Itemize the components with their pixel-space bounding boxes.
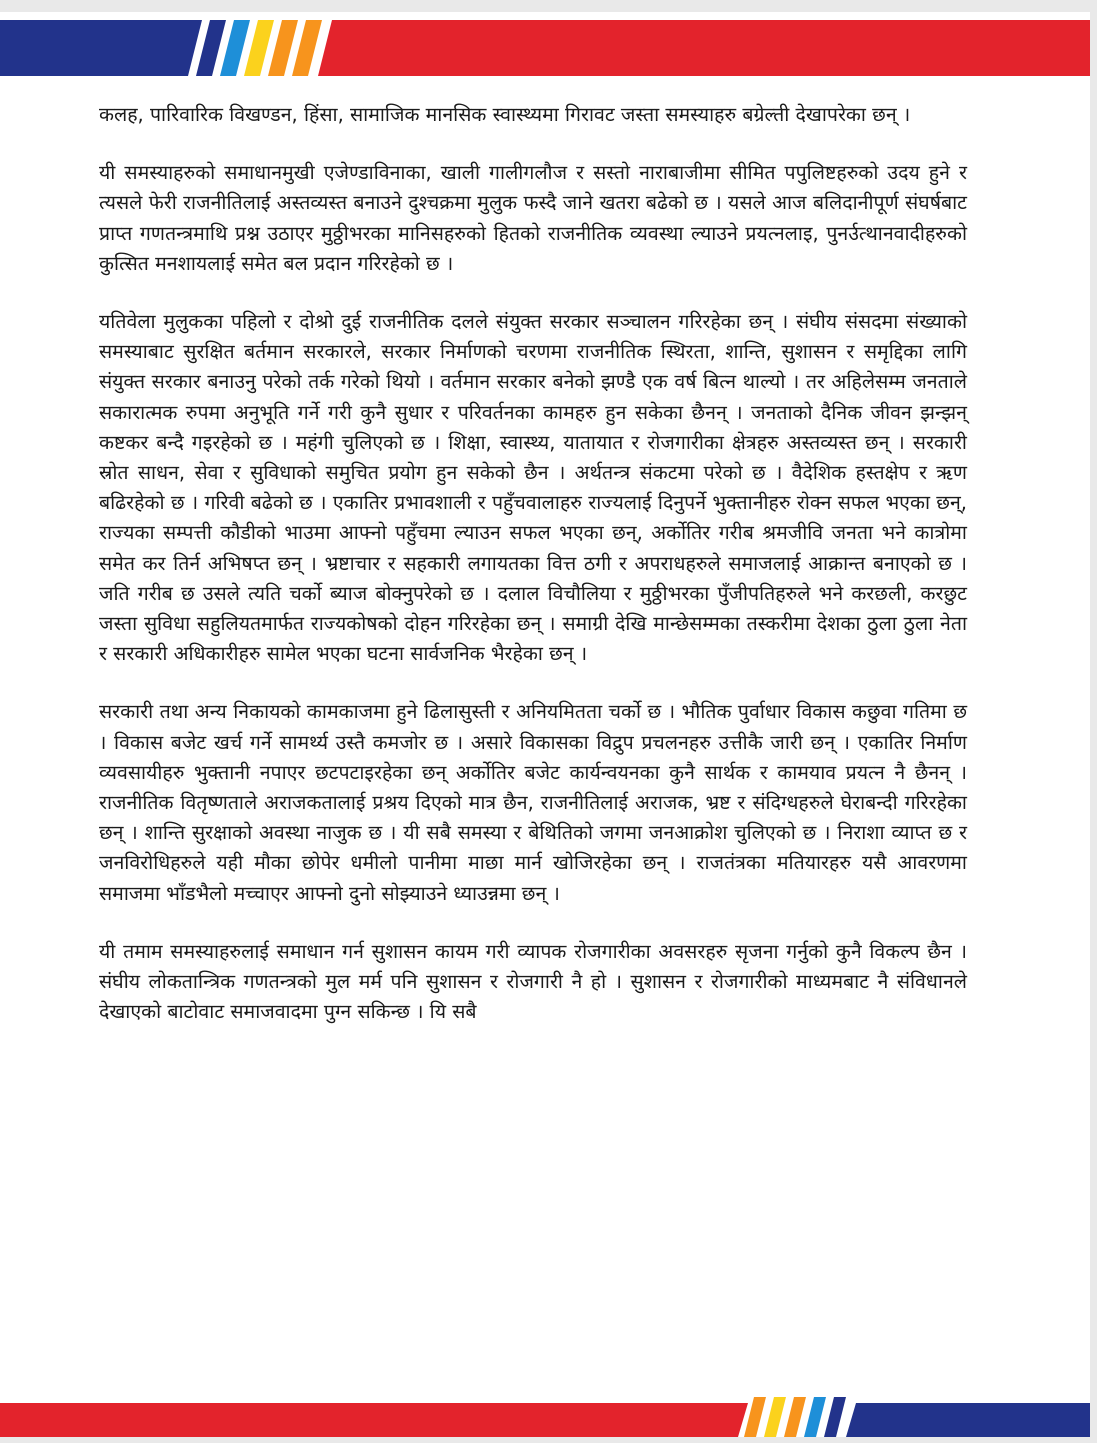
paragraph-5: यी तमाम समस्याहरुलाई समाधान गर्न सुशासन कायम गरी व्यापक रोजगारीका अवसरहरु सृजना गर्नुको कुनै विकल्प छैन । संघीय लोकतान्त्रिक गणतन्त्रको मुल मर्म पनि सुशासन र रोजगारी नै हो । सुशासन र रोजगारीको माध्यमबाट नै संविधानले देखाएको बाटोवाट समाजवादमा पुग्न सकिन्छ । यि सबै [99, 939, 967, 1024]
document-page [0, 12, 1090, 1437]
footer-stripes-graphic [0, 1397, 1090, 1437]
header-banner [0, 12, 1090, 76]
footer-banner [0, 1397, 1090, 1437]
paragraph-3: यतिवेला मुलुकका पहिलो र दोश्रो दुई राजनीतिक दलले संयुक्त सरकार सञ्चालन गरिरहेका छन् । संघीय संसदमा संख्याको समस्याबाट सुरक्षित बर्तमान सरकारले, सरकार निर्माणको चरणमा राजनीतिक स्थिरता, शान्ति, सुशासन र समृद्दिका लागि संयुक्त सरकार बनाउनु परेको तर्क गरेको थियो । वर्तमान सरकार बनेको झण्डै एक वर्ष बित्न थाल्यो । तर अहिलेसम्म जनताले सकारात्मक रुपमा अनुभूति गर्ने गरी कुनै सुधार र परिवर्तनका कामहरु हुन सकेका छैनन् । जनताको दैनिक जीवन झन्झन् कष्टकर बन्दै गइरहेको छ । महंगी चुलिएको छ । शिक्षा, स्वास्थ्य, यातायात र रोजगारीका क्षेत्रहरु अस्तव्यस्त छन् । सरकारी स्रोत साधन, सेवा र सुविधाको समुचित प्रयोग हुन सकेको छैन । अर्थतन्त्र संकटमा परेको छ । वैदेशिक हस्तक्षेप र ऋण बढिरहेको छ । गरिवी बढेको छ । एकातिर प्रभावशाली र पहुँचवालाहरु राज्यलाई दिनुपर्ने भुक्तानीहरु रोक्न सफल भएका छन्, राज्यका सम्पत्ती कौडीको भाउमा आफ्नो पहुँचमा ल्याउन सफल भएका छन्, अर्कोतिर गरीब श्रमजीवि जनता भने कात्रोमा समेत कर तिर्न अभिषप्त छन् । भ्रष्टाचार र सहकारी लगायतका वित्त ठगी र अपराधहरुले समाजलाई आक्रान्त बनाएको छ । जति गरीब छ उसले त्यति चर्को ब्याज बोक्नुपरेको छ । दलाल विचौलिया र मुठ्ठीभरका पुँजीपतिहरुले भने करछली, करछुट जस्ता सुविधा सहुलियतमार्फत राज्यकोषको दोहन गरिरहेका छन् । समाग्री देखि मान्छेसम्मका तस्करीमा देशका ठुला ठुला नेता र सरकारी अधिकारीहरु सामेल भएका घटना सार्वजनिक भैरहेका छन् । [99, 310, 967, 666]
document-body [99, 100, 967, 1055]
paragraph-4: सरकारी तथा अन्य निकायको कामकाजमा हुने ढिलासुस्ती र अनियमितता चर्को छ । भौतिक पुर्वाधार विकास कछुवा गतिमा छ । विकास बजेट खर्च गर्ने सामर्थ्य उस्तै कमजोर छ । असारे विकासका विद्रुप प्रचलनहरु उत्तीकै जारी छन् । एकातिर निर्माण व्यवसायीहरु भुक्तानी नपाएर छटपटाइरहेका छन् अर्कोतिर बजेट कार्यन्वयनका कुनै सार्थक र कामयाव प्रयत्न नै छैनन् । राजनीतिक वितृष्णताले अराजकतालाई प्रश्रय दिएको मात्र छैन, राजनीतिलाई अराजक, भ्रष्ट र संदिग्धहरुले घेराबन्दी गरिरहेका छन् । शान्ति सुरक्षाको अवस्था नाजुक छ । यी सबै समस्या र बेथितिको जगमा जनआक्रोश चुलिएको छ । निराशा व्याप्त छ र जनविरोधिहरुले यही मौका छोपेर धमीलो पानीमा माछा मार्न खोजिरहेका छन् । राजतंत्रका मतियारहरु यसै आवरणमा समाजमा भाँडभैलो मच्चाएर आफ्नो दुनो सोझ्याउने ध्याउन्नमा छन् । [99, 700, 967, 905]
paragraph-1: कलह, पारिवारिक विखण्डन, हिंसा, सामाजिक मानसिक स्वास्थ्यमा गिरावट जस्ता समस्याहरु बग्रेल्ती देखापरेका छन् । [99, 103, 911, 126]
paragraph-2: यी समस्याहरुको समाधानमुखी एजेण्डाविनाका, खाली गालीगलौज र सस्तो नाराबाजीमा सीमित पपुलिष्टहरुको उदय हुने र त्यसले फेरी राजनीतिलाई अस्तव्यस्त बनाउने दुश्चक्रमा मुलुक फस्दै जाने खतरा बढेको छ । यसले आज बलिदानीपूर्ण संघर्षबाट प्राप्त गणतन्त्रमाथि प्रश्न उठाएर मुठ्ठीभरका मानिसहरुको हितको राजनीतिक व्यवस्था ल्याउने प्रयत्नलाइ, पुनर्उत्थानवादीहरुकाे कुत्सित मनशायलाई समेत बल प्रदान गरिरहेको छ । [99, 161, 967, 275]
header-stripes-graphic [0, 12, 1090, 76]
